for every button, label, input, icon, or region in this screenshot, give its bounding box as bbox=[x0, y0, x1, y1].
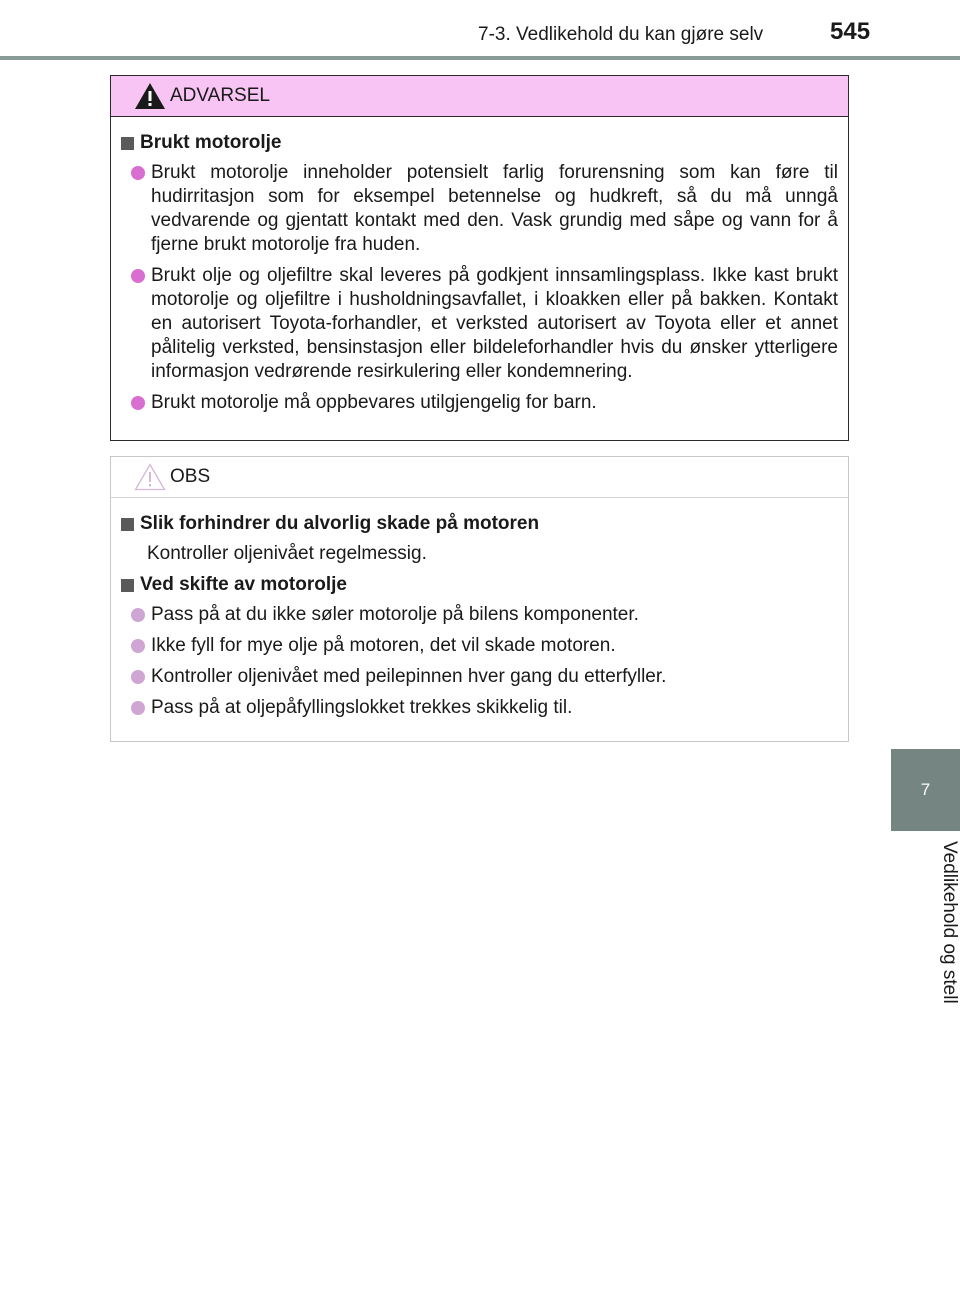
round-bullet-icon bbox=[131, 166, 145, 180]
chapter-tab[interactable] bbox=[891, 749, 960, 831]
obs-section-heading-text: Ved skifte av motorolje bbox=[140, 574, 347, 595]
obs-bullet bbox=[131, 696, 838, 720]
header-rule bbox=[0, 56, 960, 60]
warning-bullet-text: Brukt olje og oljefiltre skal leveres på godkjent innsamlingsplass. Ikke kast brukt motorolje og oljefiltre i husholdningsavfallet, i kloakken eller på bakken. Kontakt en autorisert Toyota-forhandler, et verksted autorisert av Toyota eller et annet pålitelig verksted, bensinstasjon eller bildeleforhandler hvis du ønsker ytterligere informasjon vedrørende resirkulering eller kondemnering. bbox=[151, 265, 838, 382]
warning-section-heading bbox=[121, 131, 838, 155]
obs-section-text: Kontroller oljenivået regelmessig. bbox=[147, 543, 427, 564]
warning-bullet-text: Brukt motorolje inneholder potensielt farlig forurensning som kan føre til hudirritasjon som for eksempel betennelse og hudkreft, så du må unngå vedvarende og gjentatt kontakt med den. Vask grundig med såpe og vann for å fjerne brukt motorolje fra huden. bbox=[151, 162, 838, 255]
obs-box bbox=[110, 456, 849, 742]
chapter-number: 7 bbox=[920, 780, 931, 799]
warning-bullet bbox=[131, 264, 838, 384]
header-section-title: 7-3. Vedlikehold du kan gjøre selv bbox=[478, 24, 764, 45]
obs-bullet-text: Kontroller oljenivået med peilepinnen hver gang du etterfyller. bbox=[151, 666, 667, 687]
caution-triangle-icon bbox=[133, 462, 167, 492]
warning-box-header bbox=[111, 76, 848, 117]
warning-section-heading-text: Brukt motorolje bbox=[140, 132, 282, 153]
round-bullet-icon bbox=[131, 396, 145, 410]
obs-section-heading bbox=[121, 512, 838, 536]
obs-section-heading bbox=[121, 573, 838, 597]
warning-triangle-icon bbox=[133, 81, 167, 111]
warning-box bbox=[110, 75, 849, 441]
obs-bullet-text: Ikke fyll for mye olje på motoren, det vil skade motoren. bbox=[151, 635, 616, 656]
round-bullet-icon bbox=[131, 670, 145, 684]
obs-box-body bbox=[111, 498, 848, 720]
obs-bullet bbox=[131, 603, 838, 627]
square-bullet-icon bbox=[121, 137, 134, 150]
page-number: 545 bbox=[830, 18, 871, 45]
warning-bullet-text: Brukt motorolje må oppbevares utilgjengelig for barn. bbox=[151, 392, 597, 413]
obs-box-header bbox=[111, 457, 848, 498]
round-bullet-icon bbox=[131, 701, 145, 715]
obs-bullet bbox=[131, 634, 838, 658]
square-bullet-icon bbox=[121, 518, 134, 531]
chapter-title: Vedlikehold og stell bbox=[939, 841, 960, 1004]
warning-bullet bbox=[131, 161, 838, 257]
square-bullet-icon bbox=[121, 579, 134, 592]
obs-section-heading-text: Slik forhindrer du alvorlig skade på motoren bbox=[140, 513, 540, 534]
warning-box-body bbox=[111, 117, 848, 415]
obs-bullet-text: Pass på at oljepåfyllingslokket trekkes skikkelig til. bbox=[151, 697, 573, 718]
warning-title: ADVARSEL bbox=[170, 85, 270, 106]
obs-title: OBS bbox=[170, 466, 211, 487]
obs-bullet bbox=[131, 665, 838, 689]
round-bullet-icon bbox=[131, 608, 145, 622]
round-bullet-icon bbox=[131, 639, 145, 653]
warning-bullet bbox=[131, 391, 838, 415]
round-bullet-icon bbox=[131, 269, 145, 283]
obs-bullet-text: Pass på at du ikke søler motorolje på bilens komponenter. bbox=[151, 604, 639, 625]
